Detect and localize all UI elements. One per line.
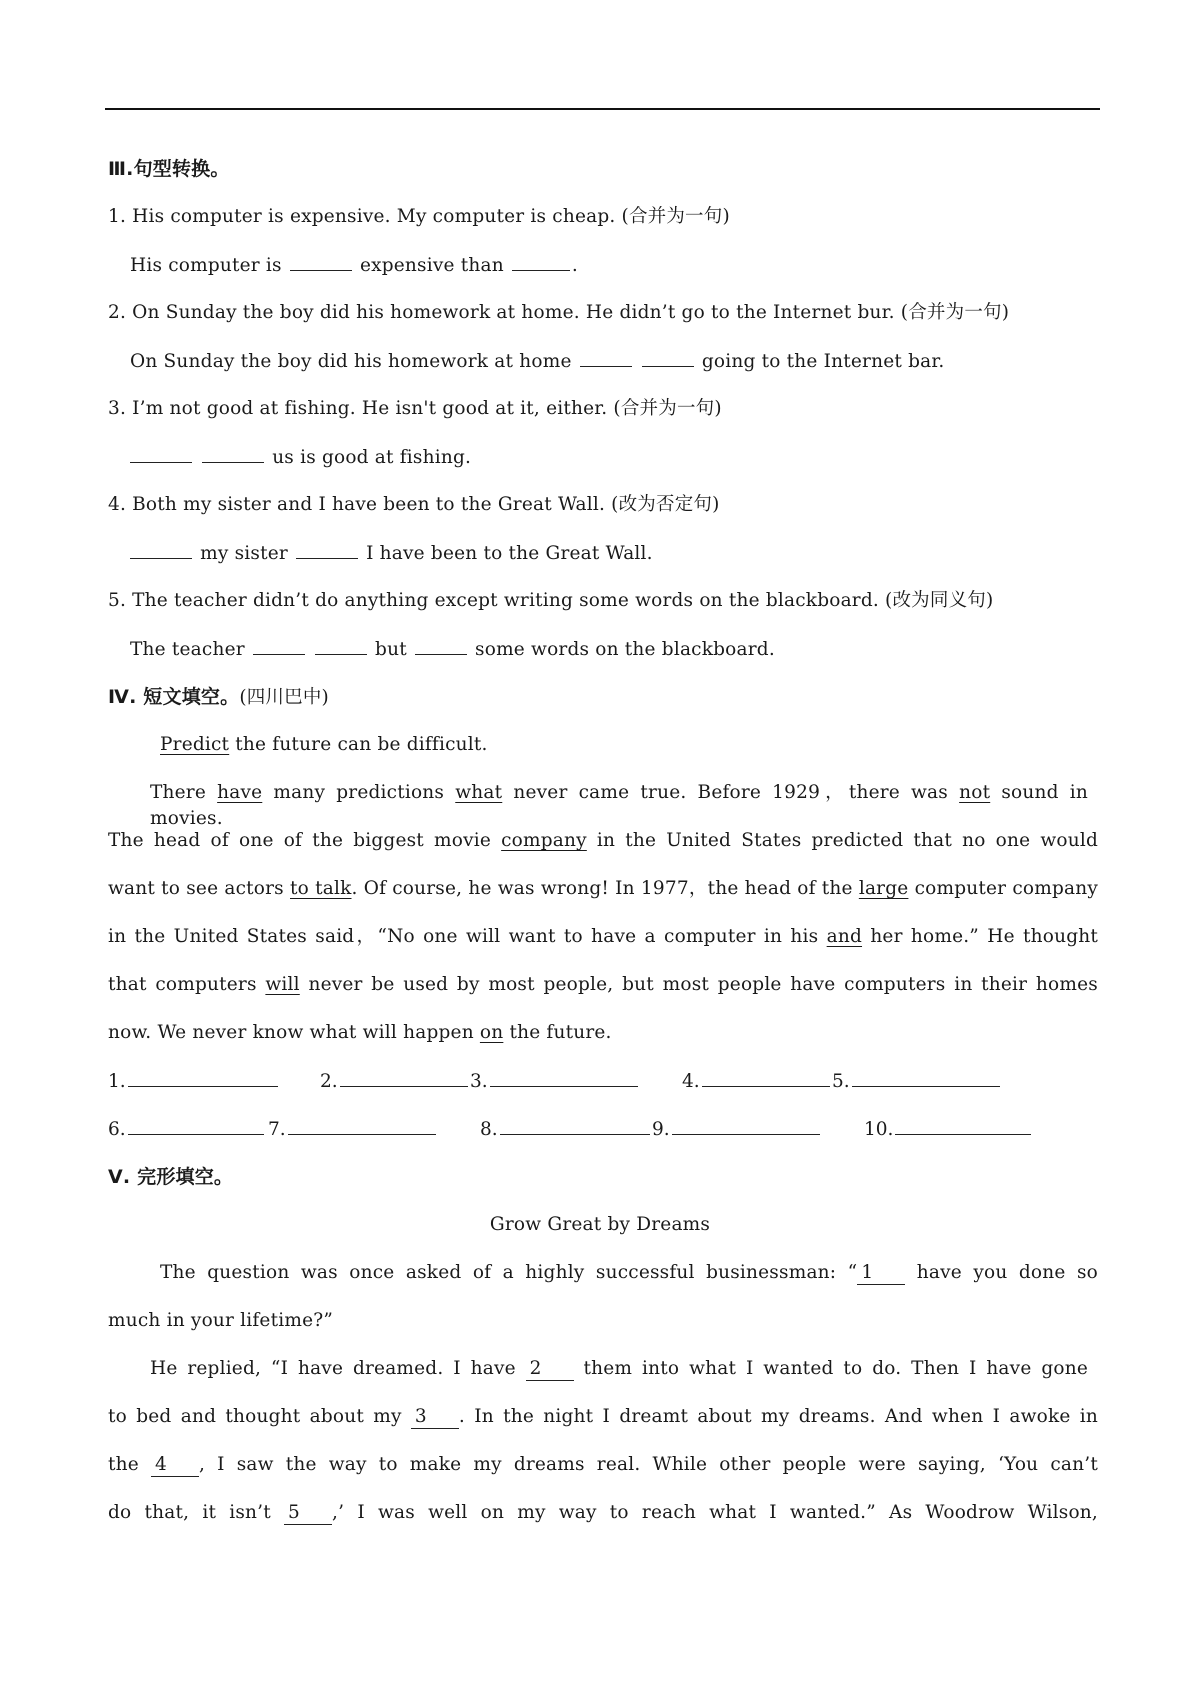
q1-answer-line: His computer is expensive than .: [130, 252, 578, 279]
cloze-blank-1[interactable]: 1: [857, 1262, 905, 1285]
section4-source: (四川巴中): [239, 687, 329, 708]
cloze-blank-4[interactable]: 4: [151, 1454, 199, 1477]
passage-line-1: Predict the future can be difficult.: [160, 734, 488, 755]
q5-question: 5. The teacher didn’t do anything except writing some words on the blackboard. (改为同义句): [108, 590, 994, 611]
section4-heading: Ⅳ. 短文填空。: [108, 686, 240, 708]
cloze-line-6: do that, it isn’t 5 ,’ I was well on my way to reach what I wanted.” As Woodrow Wilson,: [108, 1502, 1098, 1523]
answer-blank[interactable]: [128, 1116, 264, 1135]
error-word: large: [858, 878, 909, 899]
answer-item: 3.: [470, 1068, 640, 1095]
q3-answer-line: us is good at fishing.: [130, 444, 471, 471]
answer-blank[interactable]: [672, 1116, 820, 1135]
error-word: and: [826, 926, 863, 947]
q1-question: 1. His computer is expensive. My computer is cheap. (合并为一句): [108, 206, 730, 227]
answer-item: 5.: [832, 1068, 1002, 1095]
cloze-blank-2[interactable]: 2: [526, 1358, 574, 1381]
answer-blank[interactable]: [296, 540, 358, 559]
error-word: company: [501, 830, 587, 851]
answer-row-1: [108, 1068, 1098, 1098]
header-rule: [105, 108, 1100, 110]
answer-blank[interactable]: [253, 636, 305, 655]
answer-item: 7.: [268, 1116, 438, 1143]
error-word: on: [479, 1022, 504, 1043]
cloze-line-4: to bed and thought about my 3 . In the night I dreamt about my dreams. And when I awoke in: [108, 1406, 1098, 1427]
answer-item: 1.: [108, 1068, 280, 1095]
answer-blank[interactable]: [490, 1068, 638, 1087]
section3-heading: Ⅲ.句型转换。: [108, 158, 230, 180]
answer-item: 8.: [480, 1116, 652, 1143]
answer-item: 9.: [652, 1116, 822, 1143]
passage-line-5: in the United States said，“No one will want to have a computer in his and her home.” He thought: [108, 926, 1098, 947]
section5-heading: Ⅴ. 完形填空。: [108, 1166, 234, 1188]
answer-blank[interactable]: [340, 1068, 468, 1087]
answer-blank[interactable]: [290, 252, 352, 271]
passage-line-3: The head of one of the biggest movie company in the United States predicted that no one would: [108, 830, 1098, 851]
q5-answer-line: The teacher but some words on the blackboard.: [130, 636, 775, 663]
q4-question: 4. Both my sister and I have been to the Great Wall. (改为否定句): [108, 494, 720, 515]
cloze-line-1: The question was once asked of a highly successful businessman: “ 1 have you done so: [160, 1262, 1098, 1283]
passage-line-4: want to see actors to talk. Of course, he was wrong! In 1977，the head of the large computer company: [108, 878, 1098, 899]
error-word: have: [217, 782, 263, 803]
cloze-line-5: the 4 , I saw the way to make my dreams real. While other people were saying, ‘You can’t: [108, 1454, 1098, 1475]
answer-blank[interactable]: [702, 1068, 830, 1087]
q3-question: 3. I’m not good at fishing. He isn't good at it, either. (合并为一句): [108, 398, 722, 419]
answer-blank[interactable]: [642, 348, 694, 367]
passage-line-2: There have many predictions what never came true. Before 1929，there was not sound in movies.: [150, 782, 1088, 829]
q2-answer-line: On Sunday the boy did his homework at home going to the Internet bar.: [130, 348, 944, 375]
answer-blank[interactable]: [288, 1116, 436, 1135]
answer-blank[interactable]: [500, 1116, 650, 1135]
error-word: Predict: [160, 734, 230, 755]
q4-answer-line: my sister I have been to the Great Wall.: [130, 540, 653, 567]
q2-question: 2. On Sunday the boy did his homework at home. He didn’t go to the Internet bur. (合并为一句): [108, 302, 1010, 323]
answer-blank[interactable]: [415, 636, 467, 655]
answer-blank[interactable]: [130, 540, 192, 559]
answer-blank[interactable]: [512, 252, 570, 271]
answer-blank[interactable]: [895, 1116, 1031, 1135]
answer-item: 6.: [108, 1116, 266, 1143]
error-word: not: [959, 782, 991, 803]
passage-line-6: that computers will never be used by most people, but most people have computers in their homes: [108, 974, 1098, 995]
answer-blank[interactable]: [580, 348, 632, 367]
cloze-blank-5[interactable]: 5: [284, 1502, 332, 1525]
answer-blank[interactable]: [128, 1068, 278, 1087]
cloze-blank-3[interactable]: 3: [411, 1406, 459, 1429]
answer-item: 2.: [320, 1068, 470, 1095]
passage-line-7: now. We never know what will happen on the future.: [108, 1022, 612, 1043]
cloze-line-3: He replied, “I have dreamed. I have 2 them into what I wanted to do. Then I have gone: [150, 1358, 1088, 1379]
answer-item: 4.: [682, 1068, 832, 1095]
error-word: will: [265, 974, 300, 995]
answer-blank[interactable]: [852, 1068, 1000, 1087]
cloze-line-2: much in your lifetime?”: [108, 1310, 334, 1331]
answer-blank[interactable]: [130, 444, 192, 463]
answer-blank[interactable]: [202, 444, 264, 463]
answer-row-2: [108, 1116, 1098, 1146]
error-word: what: [455, 782, 503, 803]
section4-heading-line: [108, 684, 329, 711]
answer-item: 10.: [864, 1116, 1033, 1143]
cloze-title: Grow Great by Dreams: [489, 1214, 711, 1235]
answer-blank[interactable]: [315, 636, 367, 655]
error-word: to talk: [290, 878, 352, 899]
